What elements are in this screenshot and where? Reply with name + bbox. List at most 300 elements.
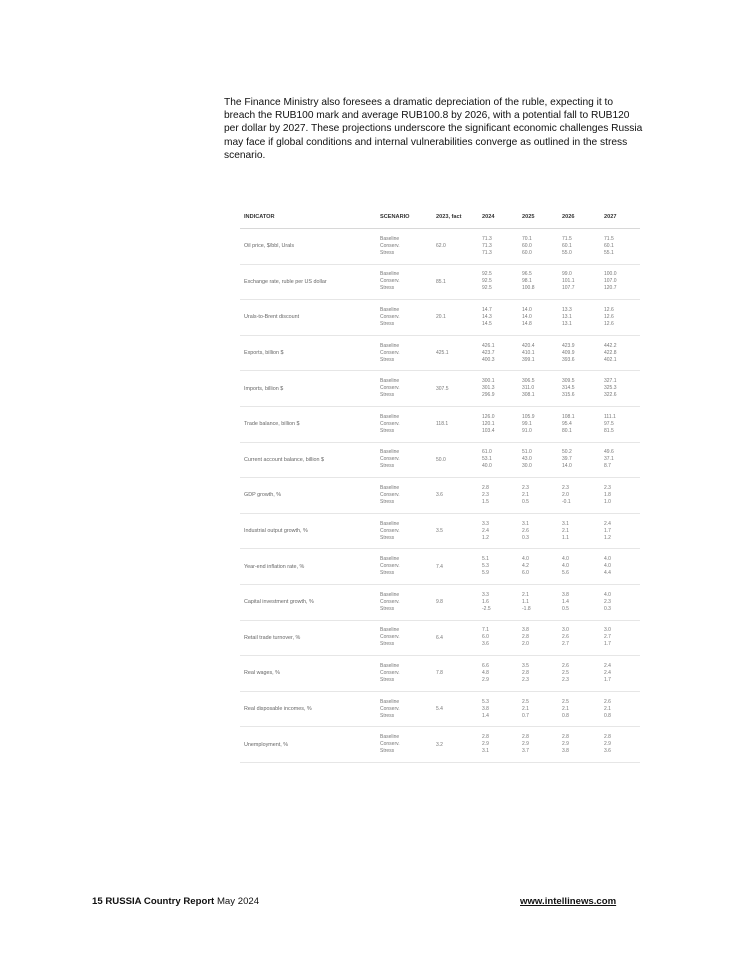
scenario-label: Conserv. [380, 705, 400, 712]
value-cell-2026 [558, 300, 600, 336]
value-cell-2025 [518, 300, 558, 336]
value: -1.8 [522, 605, 531, 612]
value: 2.1 [522, 705, 529, 712]
scenario-label: Baseline [380, 698, 400, 705]
value: 1.7 [604, 527, 611, 534]
value: 6.0 [482, 634, 489, 641]
page-number: 15 [92, 896, 103, 907]
value: 120.1 [482, 420, 495, 427]
value: 97.5 [604, 420, 614, 427]
value: 4.0 [562, 556, 569, 563]
value: 55.0 [562, 249, 572, 256]
value: 393.6 [562, 356, 575, 363]
indicator-cell: Exports, billion $ [240, 335, 376, 371]
value: 4.4 [604, 570, 611, 577]
value-cell-2027 [600, 442, 640, 478]
value: 1.2 [482, 534, 489, 541]
scenario-label: Baseline [380, 520, 400, 527]
value: 1.4 [562, 598, 569, 605]
value: 311.0 [522, 385, 535, 392]
value: 40.0 [482, 463, 492, 470]
value: 1.0 [604, 498, 611, 505]
indicator-cell: Oil price, $/bbl, Urals [240, 229, 376, 265]
report-date: May 2024 [216, 896, 260, 907]
table-row [240, 513, 640, 549]
value: 12.6 [604, 306, 614, 313]
value: 5.1 [482, 556, 489, 563]
value-cell-2024 [478, 656, 518, 692]
scenario-label: Baseline [380, 413, 400, 420]
scenario-label: Conserv. [380, 527, 400, 534]
value-cell-2026 [558, 478, 600, 514]
value: 71.3 [482, 235, 492, 242]
value: 95.4 [562, 420, 572, 427]
value: 71.3 [482, 242, 492, 249]
value-cell-2024 [478, 513, 518, 549]
value: 13.1 [562, 320, 572, 327]
value: 0.8 [604, 712, 611, 719]
value: 14.0 [522, 306, 532, 313]
header-2023-fact: 2023, fact [432, 206, 478, 229]
value-cell-2026 [558, 549, 600, 585]
scenario-cell [376, 264, 432, 300]
value: 296.9 [482, 392, 495, 399]
value: 308.1 [522, 392, 535, 399]
value-cell-2027 [600, 478, 640, 514]
value-cell-2025 [518, 264, 558, 300]
value: 3.1 [482, 748, 489, 755]
fact-2023-cell: 3.5 [432, 513, 478, 549]
value: 2.3 [562, 676, 569, 683]
value-cell-2025 [518, 620, 558, 656]
value: 5.9 [482, 570, 489, 577]
fact-2023-cell: 50.0 [432, 442, 478, 478]
value: 402.1 [604, 356, 617, 363]
scenario-label: Baseline [380, 591, 400, 598]
value: 2.6 [522, 527, 529, 534]
value-cell-2026 [558, 620, 600, 656]
value-cell-2024 [478, 691, 518, 727]
scenario-label: Conserv. [380, 456, 400, 463]
value-cell-2025 [518, 584, 558, 620]
value-cell-2024 [478, 442, 518, 478]
fact-2023-cell: 307.5 [432, 371, 478, 407]
value: 2.1 [604, 705, 611, 712]
value: 3.6 [482, 641, 489, 648]
value: 4.0 [604, 563, 611, 570]
value: 107.7 [562, 285, 575, 292]
indicator-cell: Unemployment, % [240, 727, 376, 763]
value: 2.9 [482, 741, 489, 748]
value-cell-2026 [558, 513, 600, 549]
value: 2.0 [522, 641, 529, 648]
value: 7.1 [482, 627, 489, 634]
table-row [240, 620, 640, 656]
fact-2023-cell: 3.2 [432, 727, 478, 763]
value-cell-2026 [558, 229, 600, 265]
value: 422.8 [604, 349, 617, 356]
value: 420.4 [522, 342, 535, 349]
scenario-label: Baseline [380, 271, 400, 278]
value: 315.6 [562, 392, 575, 399]
value: 2.4 [604, 520, 611, 527]
value: 0.7 [522, 712, 529, 719]
value: 14.7 [482, 306, 492, 313]
value: 14.0 [562, 463, 572, 470]
value: 0.3 [604, 605, 611, 612]
value: 4.0 [522, 556, 529, 563]
header-2024: 2024 [478, 206, 518, 229]
value: 3.8 [562, 591, 569, 598]
report-name: RUSSIA Country Report [105, 896, 215, 907]
value-cell-2025 [518, 656, 558, 692]
value: 100.0 [604, 271, 617, 278]
table-row [240, 335, 640, 371]
value: 314.5 [562, 385, 575, 392]
value: 325.3 [604, 385, 617, 392]
scenario-label: Stress [380, 534, 395, 541]
value: 1.5 [482, 498, 489, 505]
scenario-cell [376, 371, 432, 407]
fact-2023-cell: 118.1 [432, 406, 478, 442]
scenario-label: Baseline [380, 484, 400, 491]
table-row [240, 300, 640, 336]
table-row [240, 229, 640, 265]
fact-2023-cell: 7.4 [432, 549, 478, 585]
scenario-label: Baseline [380, 378, 400, 385]
indicator-cell: Real wages, % [240, 656, 376, 692]
scenario-label: Stress [380, 748, 395, 755]
scenario-label: Stress [380, 320, 395, 327]
forecast-table-container [240, 206, 640, 763]
fact-2023-cell: 7.8 [432, 656, 478, 692]
scenario-cell [376, 442, 432, 478]
scenario-label: Baseline [380, 449, 400, 456]
value: 2.4 [604, 662, 611, 669]
value: 51.0 [522, 449, 532, 456]
scenario-cell [376, 584, 432, 620]
value-cell-2027 [600, 656, 640, 692]
value: 2.1 [522, 491, 529, 498]
value: 3.0 [562, 627, 569, 634]
scenario-label: Baseline [380, 342, 400, 349]
value: 300.1 [482, 378, 495, 385]
value-cell-2024 [478, 406, 518, 442]
value-cell-2024 [478, 371, 518, 407]
value-cell-2027 [600, 371, 640, 407]
value: 70.1 [522, 235, 532, 242]
value: 2.9 [562, 741, 569, 748]
value: 2.3 [522, 484, 529, 491]
value-cell-2026 [558, 264, 600, 300]
website-link[interactable]: www.intellinews.com [520, 896, 617, 907]
value-cell-2024 [478, 264, 518, 300]
fact-2023-cell: 20.1 [432, 300, 478, 336]
value-cell-2025 [518, 442, 558, 478]
value: 2.0 [562, 491, 569, 498]
value: 442.2 [604, 342, 617, 349]
value: 1.6 [482, 598, 489, 605]
indicator-cell: GDP growth, % [240, 478, 376, 514]
value: 39.7 [562, 456, 572, 463]
scenario-label: Baseline [380, 556, 400, 563]
value: 1.1 [522, 598, 529, 605]
value-cell-2025 [518, 478, 558, 514]
value: 12.6 [604, 320, 614, 327]
value-cell-2024 [478, 584, 518, 620]
value: 30.0 [522, 463, 532, 470]
indicator-cell: Current account balance, billion $ [240, 442, 376, 478]
value-cell-2025 [518, 727, 558, 763]
scenario-label: Baseline [380, 734, 400, 741]
scenario-label: Stress [380, 427, 395, 434]
value: 4.0 [604, 591, 611, 598]
value: 2.3 [482, 491, 489, 498]
value: 423.9 [562, 342, 575, 349]
scenario-label: Conserv. [380, 669, 400, 676]
indicator-cell: Urals-to-Brent discount [240, 300, 376, 336]
intro-paragraph: The Finance Ministry also foresees a dramatic depreciation of the ruble, expecting it to breach the RUB100 mark and average RUB100.8 by 2026, with a potential fall to RUB120 per dollar by 2027. These projections underscore the significant economic challenges Russia may face if global conditions and internal vulnerabilities converge as outlined in the stress scenario. [224, 97, 643, 161]
value-cell-2027 [600, 620, 640, 656]
value: 91.0 [522, 427, 532, 434]
value: 92.5 [482, 278, 492, 285]
value: 60.1 [562, 242, 572, 249]
value-cell-2027 [600, 335, 640, 371]
indicator-cell: Retail trade turnover, % [240, 620, 376, 656]
scenario-label: Stress [380, 605, 395, 612]
scenario-label: Conserv. [380, 242, 400, 249]
value: 3.7 [522, 748, 529, 755]
value: 108.1 [562, 413, 575, 420]
value: 2.8 [604, 734, 611, 741]
scenario-label: Stress [380, 356, 395, 363]
value: 3.8 [522, 627, 529, 634]
value: 1.2 [604, 534, 611, 541]
value: 100.8 [522, 285, 535, 292]
value: 2.1 [562, 527, 569, 534]
scenario-cell [376, 513, 432, 549]
value-cell-2027 [600, 264, 640, 300]
header-2026: 2026 [558, 206, 600, 229]
scenario-cell [376, 620, 432, 656]
value: 409.9 [562, 349, 575, 356]
value: 60.0 [522, 249, 532, 256]
value: 1.1 [562, 534, 569, 541]
value: 2.5 [562, 698, 569, 705]
value: 2.3 [604, 484, 611, 491]
value: 12.6 [604, 313, 614, 320]
value: 1.4 [482, 712, 489, 719]
value: 2.4 [482, 527, 489, 534]
value: 14.8 [522, 320, 532, 327]
value: 101.1 [562, 278, 575, 285]
value: 111.1 [604, 413, 616, 420]
value: 5.3 [482, 563, 489, 570]
value: 13.1 [562, 313, 572, 320]
value: 3.1 [562, 520, 569, 527]
value-cell-2027 [600, 513, 640, 549]
value-cell-2027 [600, 727, 640, 763]
value: 0.5 [522, 498, 529, 505]
value-cell-2027 [600, 229, 640, 265]
value: 105.9 [522, 413, 535, 420]
table-header-row [240, 206, 640, 229]
header-indicator: INDICATOR [240, 206, 376, 229]
value-cell-2027 [600, 549, 640, 585]
value: 107.0 [604, 278, 617, 285]
table-body [240, 229, 640, 763]
indicator-cell: Capital investment growth, % [240, 584, 376, 620]
scenario-cell [376, 656, 432, 692]
value-cell-2025 [518, 229, 558, 265]
value-cell-2025 [518, 371, 558, 407]
scenario-label: Conserv. [380, 278, 400, 285]
scenario-label: Stress [380, 285, 395, 292]
value: 3.8 [562, 748, 569, 755]
value-cell-2026 [558, 442, 600, 478]
value: 14.0 [522, 313, 532, 320]
value: 2.7 [562, 641, 569, 648]
scenario-cell [376, 691, 432, 727]
value: 37.1 [604, 456, 614, 463]
value: 2.8 [522, 669, 529, 676]
scenario-label: Conserv. [380, 634, 400, 641]
value-cell-2025 [518, 406, 558, 442]
value: 4.8 [482, 669, 489, 676]
value-cell-2026 [558, 656, 600, 692]
value: 49.6 [604, 449, 614, 456]
value-cell-2024 [478, 300, 518, 336]
scenario-label: Baseline [380, 306, 400, 313]
value: 2.3 [604, 598, 611, 605]
value: 1.8 [604, 491, 611, 498]
value: 426.1 [482, 342, 495, 349]
scenario-label: Conserv. [380, 598, 400, 605]
table-row [240, 371, 640, 407]
value: 8.7 [604, 463, 611, 470]
scenario-label: Conserv. [380, 313, 400, 320]
value: 5.6 [562, 570, 569, 577]
value: 98.1 [522, 278, 532, 285]
value: 2.7 [604, 634, 611, 641]
scenario-cell [376, 727, 432, 763]
value-cell-2024 [478, 620, 518, 656]
value: 5.3 [482, 698, 489, 705]
scenario-label: Stress [380, 463, 395, 470]
table-row [240, 406, 640, 442]
table-row [240, 656, 640, 692]
value-cell-2027 [600, 406, 640, 442]
header-scenario: SCENARIO [376, 206, 432, 229]
value: 399.1 [522, 356, 535, 363]
value: 1.7 [604, 676, 611, 683]
indicator-cell: Industrial output growth, % [240, 513, 376, 549]
value: 4.0 [604, 556, 611, 563]
scenario-cell [376, 406, 432, 442]
value: 92.5 [482, 271, 492, 278]
value-cell-2027 [600, 584, 640, 620]
value: 2.9 [482, 676, 489, 683]
value: 60.0 [522, 242, 532, 249]
value: 0.3 [522, 534, 529, 541]
value: 400.3 [482, 356, 495, 363]
value: 6.6 [482, 662, 489, 669]
value: 4.0 [562, 563, 569, 570]
value-cell-2025 [518, 549, 558, 585]
value: 2.4 [604, 669, 611, 676]
value-cell-2027 [600, 300, 640, 336]
value: 1.7 [604, 641, 611, 648]
value: 126.0 [482, 413, 495, 420]
indicator-cell: Imports, billion $ [240, 371, 376, 407]
value: 2.6 [604, 698, 611, 705]
value: 14.3 [482, 313, 492, 320]
value: 2.8 [482, 484, 489, 491]
scenario-label: Stress [380, 712, 395, 719]
value: 99.1 [522, 420, 532, 427]
scenario-label: Stress [380, 641, 395, 648]
scenario-label: Stress [380, 392, 395, 399]
scenario-cell [376, 300, 432, 336]
value: 301.3 [482, 385, 495, 392]
fact-2023-cell: 9.8 [432, 584, 478, 620]
value: 99.0 [562, 271, 572, 278]
fact-2023-cell: 6.4 [432, 620, 478, 656]
value-cell-2025 [518, 691, 558, 727]
value: 13.3 [562, 306, 572, 313]
footer-report-info [92, 896, 259, 907]
value: 306.5 [522, 378, 535, 385]
value-cell-2024 [478, 478, 518, 514]
value: 410.1 [522, 349, 535, 356]
value-cell-2025 [518, 335, 558, 371]
value: 71.3 [482, 249, 492, 256]
value: 96.5 [522, 271, 532, 278]
value: 3.6 [604, 748, 611, 755]
indicator-cell: Exchange rate, ruble per US dollar [240, 264, 376, 300]
value: 61.0 [482, 449, 492, 456]
scenario-label: Stress [380, 570, 395, 577]
value-cell-2024 [478, 229, 518, 265]
fact-2023-cell: 3.6 [432, 478, 478, 514]
value: 3.0 [604, 627, 611, 634]
value: 6.0 [522, 570, 529, 577]
value: 81.5 [604, 427, 614, 434]
value: 2.5 [562, 669, 569, 676]
fact-2023-cell: 5.4 [432, 691, 478, 727]
value-cell-2026 [558, 691, 600, 727]
value: 3.5 [522, 662, 529, 669]
value: 103.4 [482, 427, 495, 434]
value-cell-2025 [518, 513, 558, 549]
value: -2.5 [482, 605, 491, 612]
value: 2.3 [522, 676, 529, 683]
indicator-cell: Real disposable incomes, % [240, 691, 376, 727]
table-row [240, 478, 640, 514]
table-row [240, 727, 640, 763]
scenario-label: Stress [380, 249, 395, 256]
table-row [240, 264, 640, 300]
scenario-label: Stress [380, 498, 395, 505]
table-row [240, 584, 640, 620]
value: 0.8 [562, 712, 569, 719]
value-cell-2024 [478, 335, 518, 371]
value: 14.5 [482, 320, 492, 327]
value: 2.8 [482, 734, 489, 741]
value: 92.5 [482, 285, 492, 292]
value-cell-2026 [558, 371, 600, 407]
value: 327.1 [604, 378, 617, 385]
